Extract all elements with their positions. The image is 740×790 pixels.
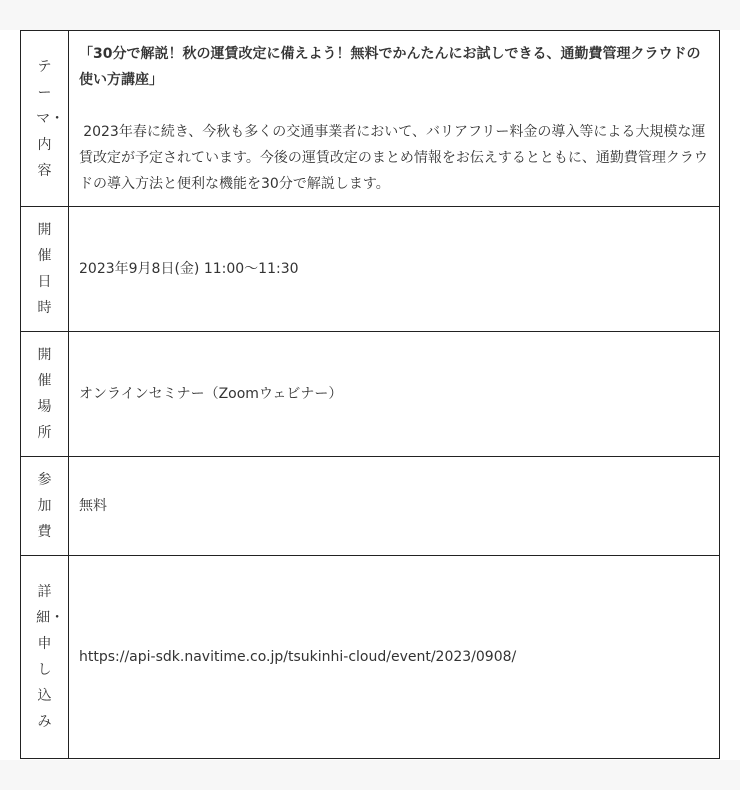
place-value-cell (69, 332, 720, 457)
table-row-detail (21, 556, 720, 759)
fee-label-cell (21, 457, 69, 556)
theme-label: テーマ・内容 (36, 58, 65, 179)
place-label: 開催場所 (37, 347, 52, 441)
place-label-cell (21, 332, 69, 457)
date-label-cell (21, 207, 69, 332)
table-row-place (21, 332, 720, 457)
theme-spacer (79, 93, 709, 119)
table-row-fee (21, 457, 720, 556)
theme-value-cell (69, 31, 720, 207)
place-value: オンラインセミナー（Zoomウェビナー） (79, 386, 343, 402)
fee-label: 参加費 (37, 472, 52, 540)
event-info-table (20, 30, 720, 759)
theme-title: 「30分で解説！秋の運賃改定に備えよう！無料でかんたんにお試しできる、通勤費管理クラウドの使い方講座」 (79, 45, 701, 88)
detail-label: 詳細・申し込み (36, 584, 65, 730)
event-info-sheet (0, 30, 740, 760)
detail-value-cell (69, 556, 720, 759)
table-row-date (21, 207, 720, 332)
date-label: 開催日時 (37, 222, 52, 316)
table-row-theme (21, 31, 720, 207)
theme-label-cell (21, 31, 69, 207)
date-value-cell (69, 207, 720, 332)
fee-value-cell (69, 457, 720, 556)
detail-label-cell (21, 556, 69, 759)
date-value: 2023年9月8日(金) 11:00〜11:30 (79, 261, 299, 277)
theme-description: 2023年春に続き、今秋も多くの交通事業者において、バリアフリー料金の導入等による大規模な運賃改定が予定されています。今後の運賃改定のまとめ情報をお伝えするとともに、通勤費管理クラウドの導入方法と便利な機能を30分で解説します。 (79, 123, 708, 192)
fee-value: 無料 (79, 498, 107, 514)
detail-url-link[interactable]: https://api-sdk.navitime.co.jp/tsukinhi-cloud/event/2023/0908/ (79, 649, 517, 665)
